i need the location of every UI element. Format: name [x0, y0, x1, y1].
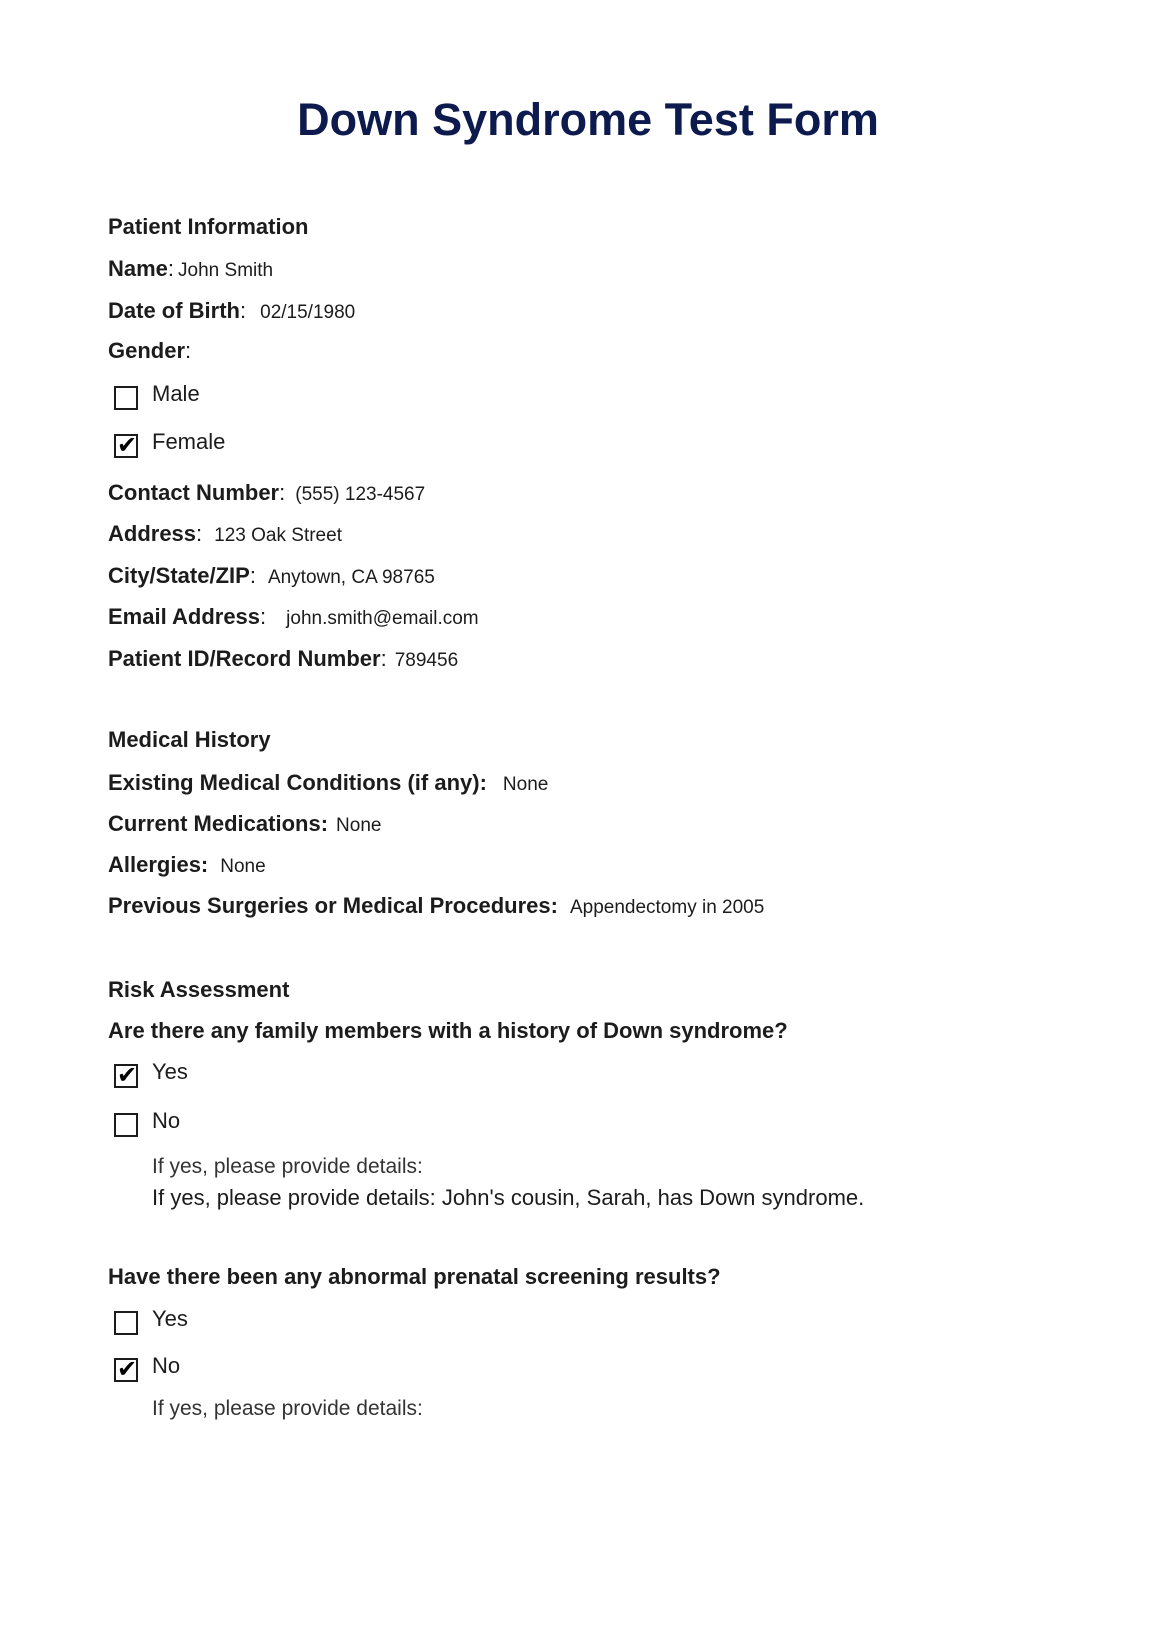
prenatal-no-label: No — [152, 1353, 181, 1378]
gender-male-checkbox[interactable] — [114, 386, 138, 410]
prenatal-no-checkbox[interactable] — [114, 1355, 138, 1383]
family-history-no-checkbox[interactable] — [114, 1113, 138, 1137]
surgeries-field — [108, 893, 764, 919]
checkmark-icon: ✔ — [117, 1061, 138, 1089]
section-heading-patient-information: Patient Information — [108, 214, 309, 239]
checkmark-icon: ✔ — [117, 1355, 138, 1383]
prenatal-yes-label: Yes — [152, 1306, 188, 1331]
family-history-details-prompt: If yes, please provide details: — [152, 1155, 423, 1178]
conditions-value[interactable]: None — [502, 774, 549, 795]
name-value[interactable]: John Smith — [178, 260, 274, 281]
dob-label: Date of Birth — [108, 298, 240, 323]
gender-female-checkbox[interactable] — [114, 431, 138, 459]
family-history-details-input[interactable]: If yes, please provide details: John's cousin, Sarah, has Down syndrome. — [152, 1185, 865, 1210]
patient-id-field: Patient ID/Record Number: 789456 — [108, 646, 459, 671]
medications-value[interactable]: None — [336, 815, 382, 836]
prenatal-details-prompt: If yes, please provide details: — [152, 1397, 423, 1420]
address-label: Address — [108, 521, 197, 546]
name-label: Name — [108, 256, 168, 281]
dob-value[interactable]: 02/15/1980 — [260, 302, 356, 323]
gender-male-label: Male — [152, 381, 200, 406]
patient-id-value[interactable]: 789456 — [394, 650, 459, 671]
gender-female-label: Female — [152, 429, 226, 454]
city-state-zip-label: City/State/ZIP — [108, 563, 250, 588]
patient-id-label: Patient ID/Record Number — [108, 646, 381, 671]
question-prenatal-screening: Have there been any abnormal prenatal screening results? — [108, 1264, 721, 1289]
name-field: Name: John Smith — [108, 256, 274, 281]
medications-label: Current Medications: — [108, 811, 329, 836]
contact-number-label: Contact Number — [108, 480, 280, 505]
gender-field: Gender: — [108, 338, 192, 363]
family-history-no-label: No — [152, 1108, 181, 1133]
medications-field — [108, 811, 381, 837]
conditions-field — [108, 770, 548, 796]
prenatal-yes-checkbox[interactable] — [114, 1311, 138, 1335]
conditions-label: Existing Medical Conditions (if any): — [108, 770, 487, 795]
surgeries-value[interactable]: Appendectomy in 2005 — [569, 897, 765, 918]
question-family-history: Are there any family members with a history of Down syndrome? — [108, 1018, 788, 1043]
city-state-zip-field: City/State/ZIP: Anytown, CA 98765 — [108, 563, 435, 588]
contact-number-field: Contact Number: (555) 123-4567 — [108, 480, 426, 505]
email-field: Email Address: john.smith@email.com — [108, 604, 479, 629]
section-heading-risk-assessment: Risk Assessment — [108, 977, 290, 1002]
section-heading-medical-history: Medical History — [108, 727, 271, 752]
allergies-label: Allergies: — [108, 852, 209, 877]
checkmark-icon: ✔ — [117, 431, 138, 459]
allergies-field — [108, 852, 266, 878]
dob-field: Date of Birth: 02/15/1980 — [108, 298, 356, 323]
family-history-yes-checkbox[interactable] — [114, 1061, 138, 1089]
email-label: Email Address — [108, 604, 261, 629]
address-field: Address: 123 Oak Street — [108, 521, 342, 546]
email-value[interactable]: john.smith@email.com — [286, 608, 479, 629]
address-value[interactable]: 123 Oak Street — [214, 525, 342, 546]
allergies-value[interactable]: None — [220, 856, 266, 877]
form-title: Down Syndrome Test Form — [297, 94, 879, 145]
gender-label: Gender — [108, 338, 186, 363]
family-history-yes-label: Yes — [152, 1059, 188, 1084]
contact-number-value[interactable]: (555) 123-4567 — [295, 484, 426, 505]
surgeries-label: Previous Surgeries or Medical Procedures: — [108, 893, 558, 918]
city-state-zip-value[interactable]: Anytown, CA 98765 — [267, 567, 435, 588]
